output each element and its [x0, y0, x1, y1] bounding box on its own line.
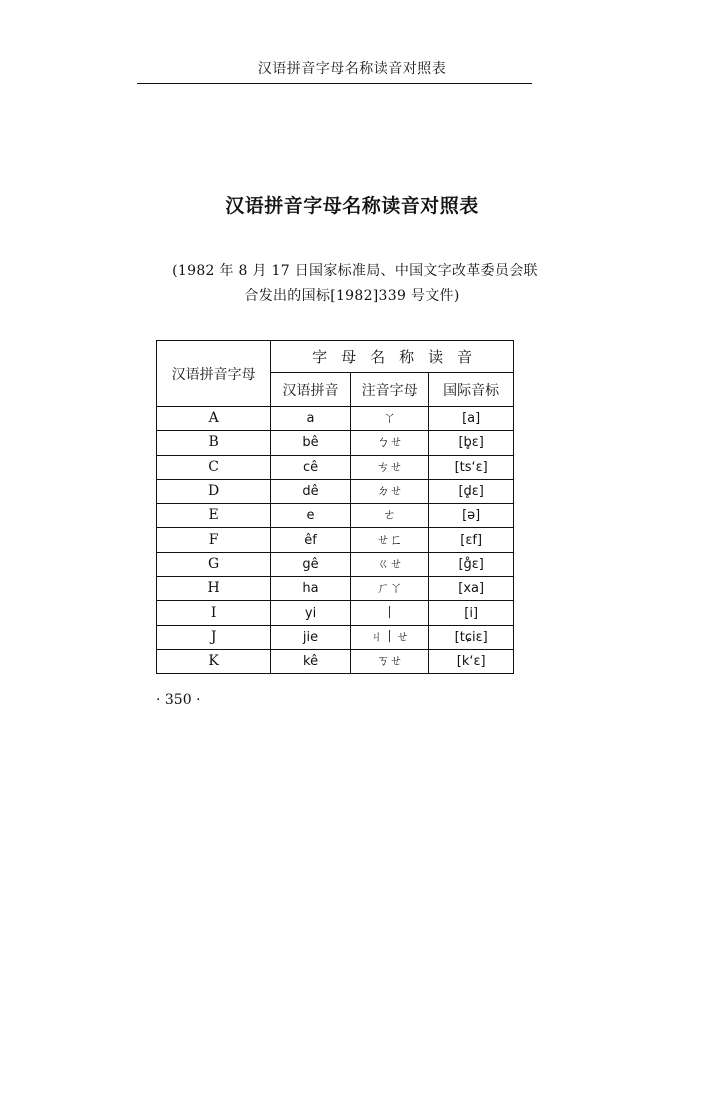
- ipa-cell: [g̊ɛ]: [429, 552, 514, 576]
- page-number: · 350 ·: [156, 692, 201, 708]
- pinyin-cell: kê: [271, 649, 351, 673]
- pinyin-cell: a: [271, 407, 351, 431]
- table-row: [157, 431, 514, 455]
- column-header-letter: 汉语拼音字母: [157, 341, 271, 407]
- table-row: [157, 455, 514, 479]
- letter-cell: A: [157, 407, 271, 431]
- column-header-ipa: 国际音标: [429, 373, 514, 407]
- subtitle-line-2: 合发出的国标[1982]339 号文件): [244, 288, 460, 304]
- table-row: [157, 625, 514, 649]
- table-row: [157, 601, 514, 625]
- zhuyin-cell: ㄅㄝ: [350, 431, 429, 455]
- table-row: [157, 504, 514, 528]
- running-header: 汉语拼音字母名称读音对照表: [257, 61, 447, 77]
- ipa-cell: [tsʻɛ]: [429, 455, 514, 479]
- pinyin-cell: bê: [271, 431, 351, 455]
- letter-cell: H: [157, 577, 271, 601]
- pinyin-cell: êf: [271, 528, 351, 552]
- letter-cell: E: [157, 504, 271, 528]
- column-group-header: 字母名称读音: [271, 341, 514, 373]
- header-rule: [137, 83, 532, 84]
- column-header-zhuyin: 注音字母: [350, 373, 429, 407]
- page-title: 汉语拼音字母名称读音对照表: [225, 195, 479, 217]
- ipa-cell: [kʻɛ]: [429, 649, 514, 673]
- pinyin-cell: cê: [271, 455, 351, 479]
- zhuyin-cell: ㄘㄝ: [350, 455, 429, 479]
- letter-name-table: [156, 340, 514, 674]
- letter-cell: I: [157, 601, 271, 625]
- table-row: [157, 479, 514, 503]
- letter-cell: B: [157, 431, 271, 455]
- pinyin-cell: yi: [271, 601, 351, 625]
- letter-cell: C: [157, 455, 271, 479]
- letter-cell: F: [157, 528, 271, 552]
- ipa-cell: [i]: [429, 601, 514, 625]
- letter-cell: J: [157, 625, 271, 649]
- ipa-cell: [xa]: [429, 577, 514, 601]
- ipa-cell: [a]: [429, 407, 514, 431]
- letter-cell: K: [157, 649, 271, 673]
- pinyin-cell: jie: [271, 625, 351, 649]
- ipa-cell: [ə]: [429, 504, 514, 528]
- zhuyin-cell: ㄎㄝ: [350, 649, 429, 673]
- ipa-cell: [ɛf]: [429, 528, 514, 552]
- pinyin-cell: e: [271, 504, 351, 528]
- zhuyin-cell: ㄚ: [350, 407, 429, 431]
- pinyin-cell: ha: [271, 577, 351, 601]
- column-header-pinyin: 汉语拼音: [271, 373, 351, 407]
- zhuyin-cell: ㄍㄝ: [350, 552, 429, 576]
- letter-cell: D: [157, 479, 271, 503]
- ipa-cell: [d̥ɛ]: [429, 479, 514, 503]
- zhuyin-cell: ㄉㄝ: [350, 479, 429, 503]
- table-row: [157, 577, 514, 601]
- pinyin-cell: dê: [271, 479, 351, 503]
- ipa-cell: [b̥ɛ]: [429, 431, 514, 455]
- table-row: [157, 552, 514, 576]
- table-row: [157, 407, 514, 431]
- letter-cell: G: [157, 552, 271, 576]
- zhuyin-cell: ㄏㄚ: [350, 577, 429, 601]
- zhuyin-cell: ㄝㄈ: [350, 528, 429, 552]
- table-row: [157, 649, 514, 673]
- zhuyin-cell: ㄐ丨ㄝ: [350, 625, 429, 649]
- table-row: [157, 528, 514, 552]
- zhuyin-cell: ㄜ: [350, 504, 429, 528]
- subtitle-line-1: (1982 年 8 月 17 日国家标准局、中国文字改革委员会联: [172, 263, 538, 279]
- pinyin-cell: gê: [271, 552, 351, 576]
- ipa-cell: [tɕiɛ]: [429, 625, 514, 649]
- zhuyin-cell: 丨: [350, 601, 429, 625]
